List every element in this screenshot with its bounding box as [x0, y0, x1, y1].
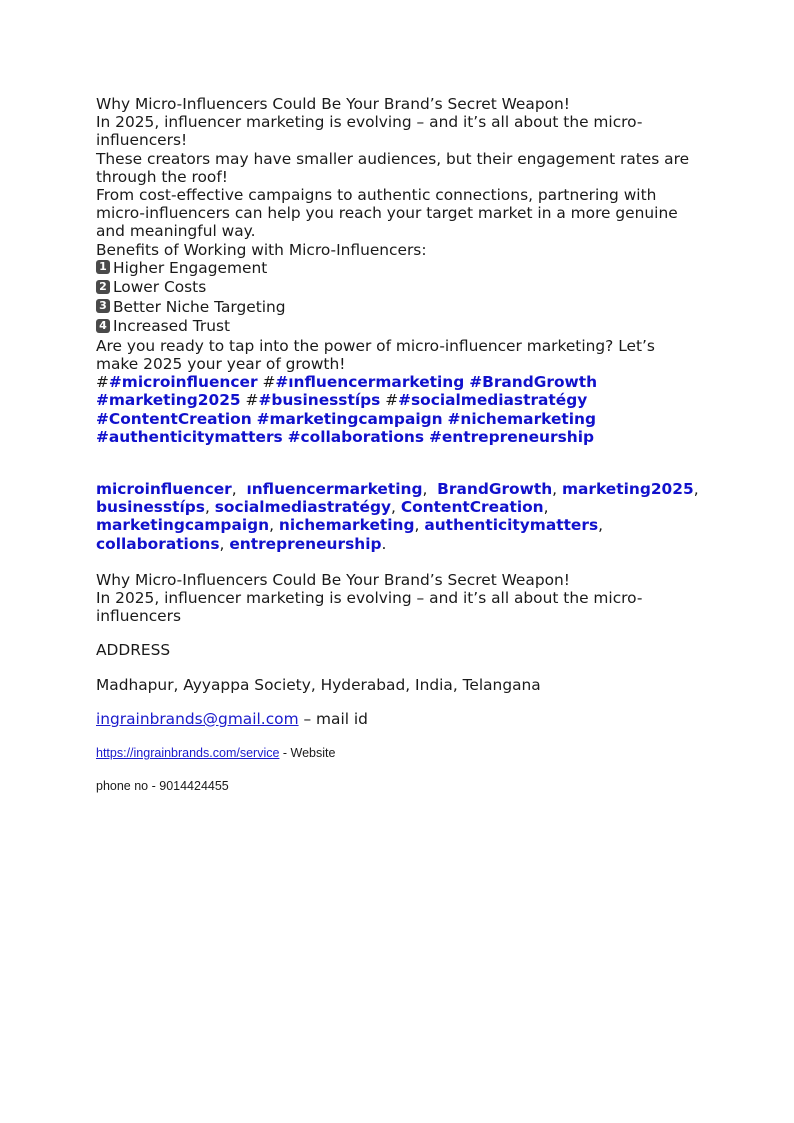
website-suffix: - Website	[279, 746, 336, 761]
keyword: entrepreneurship	[229, 534, 382, 553]
benefit-label: Higher Engagement	[113, 258, 268, 277]
website-line	[96, 746, 716, 761]
hash-prefix: #	[385, 391, 399, 410]
keyword: nichemarketing	[278, 516, 415, 535]
address-text: Madhapur, Ayyappa Society, Hyderabad, India, Telangana	[96, 675, 541, 694]
spacer	[96, 625, 716, 641]
number-3-icon: 3	[96, 299, 110, 313]
keyword-list: microinfluencer, ınfluencermarketing, BrandGrowth, marketing2025, businesstíps, socialmediastratégy, ContentCreation, marketingcampaign, nichemarketing, authenticitymatters, collaborations, entrepreneurship.	[96, 480, 699, 553]
call-to-action	[96, 337, 716, 373]
repeat-line-1: In 2025, influencer marketing is evolving – and it’s all about the micro-	[96, 589, 643, 608]
hashtag-link[interactable]: #BrandGrowth	[469, 373, 598, 392]
keyword: businesstíps	[96, 498, 205, 517]
spacer	[96, 694, 716, 710]
benefit-label: Better Niche Targeting	[113, 297, 286, 316]
repeat-title: Why Micro-Influencers Could Be Your Brand’s Secret Weapon!	[96, 570, 570, 589]
keyword: socialmediastratégy	[214, 498, 392, 517]
keyword: microinfluencer	[96, 480, 232, 499]
spacer	[96, 761, 716, 779]
website-link[interactable]: https://ingrainbrands.com/service	[96, 746, 280, 761]
audience-paragraph	[96, 150, 716, 186]
intro-line-1b: influencers!	[96, 131, 188, 150]
benefit-label: Increased Trust	[113, 317, 231, 336]
document-page	[96, 95, 716, 794]
cta-line-2: make 2025 your year of growth!	[96, 355, 346, 374]
number-2-icon: 2	[96, 280, 110, 294]
cta-line-1: Are you ready to tap into the power of micro-influencer marketing? Let’s	[96, 336, 655, 355]
hashtag-link[interactable]: #collaborations	[287, 427, 425, 446]
hashtag-link[interactable]: #marketing2025	[96, 391, 241, 410]
hashtag-link[interactable]: #socialmediastratégy	[398, 391, 588, 410]
keyword: BrandGrowth	[437, 480, 553, 499]
post-title: Why Micro-Influencers Could Be Your Brand’s Secret Weapon!	[96, 95, 570, 113]
keyword: authenticitymatters	[424, 516, 599, 535]
hashtag-link[interactable]: #microinfluencer	[108, 373, 258, 392]
keyword: marketing2025	[561, 480, 694, 499]
phone-line: phone no - 9014424455	[96, 779, 229, 794]
benefit-item	[96, 298, 716, 318]
keyword: ContentCreation	[400, 498, 544, 517]
email-suffix: – mail id	[298, 709, 368, 728]
benefit-item	[96, 317, 716, 337]
campaign-line-b: micro-influencers can help you reach your target market in a more genuine	[96, 204, 678, 223]
keyword: ınfluencermarketing	[246, 480, 423, 499]
hashtag-link[interactable]: #authenticitymatters	[96, 427, 283, 446]
repeat-line-1b: influencers	[96, 607, 181, 626]
email-line	[96, 710, 716, 728]
benefit-label: Lower Costs	[113, 278, 207, 297]
audience-line-a: These creators may have smaller audiences, but their engagement rates are	[96, 149, 690, 168]
benefit-item	[96, 278, 716, 298]
number-4-icon: 4	[96, 319, 110, 333]
hash-prefix: #	[262, 373, 276, 392]
hashtag-link[interactable]: #nichemarketing	[447, 409, 597, 428]
keyword: collaborations	[96, 534, 220, 553]
benefits-list	[96, 259, 716, 337]
campaign-line-c: and meaningful way.	[96, 222, 256, 241]
intro-line-1: In 2025, influencer marketing is evolving – and it’s all about the micro-	[96, 113, 643, 132]
benefits-heading: Benefits of Working with Micro-Influencers:	[96, 240, 427, 259]
hashtag-link[interactable]: #ınfluencermarketing	[275, 373, 465, 392]
hashtag-link[interactable]: #marketingcampaign	[256, 409, 443, 428]
hash-prefix: #	[245, 391, 259, 410]
spacer	[96, 660, 716, 676]
campaign-paragraph	[96, 186, 716, 241]
address-heading: ADDRESS	[96, 641, 171, 660]
benefit-item	[96, 259, 716, 279]
audience-line-b: through the roof!	[96, 167, 228, 186]
spacer	[96, 728, 716, 746]
hashtag-link[interactable]: #ContentCreation	[96, 409, 252, 428]
hashtag-link[interactable]: #businesstíps	[258, 391, 381, 410]
hashtag-link[interactable]: #entrepreneurship	[428, 427, 595, 446]
campaign-line-a: From cost-effective campaigns to authentic connections, partnering with	[96, 186, 657, 205]
keyword: marketingcampaign	[96, 516, 270, 535]
spacer	[96, 446, 716, 480]
repeat-line	[96, 589, 716, 625]
hashtag-block	[96, 373, 716, 446]
spacer	[96, 553, 716, 571]
email-link[interactable]: ingrainbrands@gmail.com	[96, 709, 299, 728]
number-1-icon: 1	[96, 260, 110, 274]
hash-prefix: #	[96, 373, 109, 392]
intro-line	[96, 113, 716, 149]
